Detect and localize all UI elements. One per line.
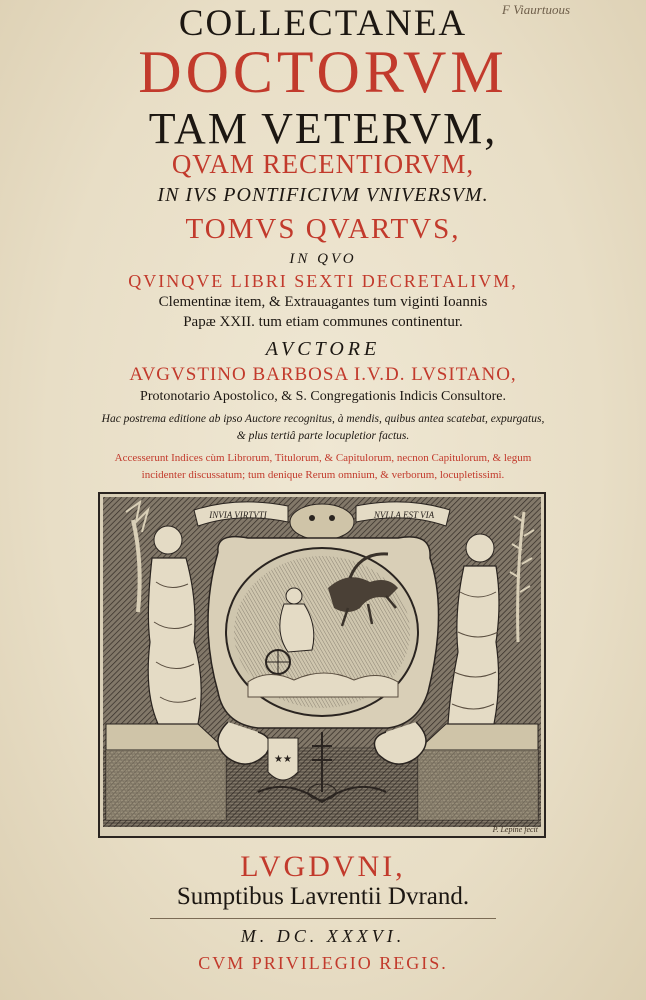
auctore-label: AVCTORE [265, 338, 381, 360]
title-in-ius-pontificium: IN IVS PONTIFICIVM VNIVERSVM. [157, 184, 489, 206]
central-cartouche [208, 537, 439, 728]
edition-line-2: & plus tertiâ parte locupletior factus. [236, 430, 410, 442]
imprint-city: LVGDVNI, [240, 850, 406, 883]
left-pedestal [106, 724, 226, 820]
title-collectanea: COLLECTANEA [178, 3, 468, 44]
banner-motto-left: INVIA VIRTVTI [209, 510, 267, 520]
engraved-vignette [98, 492, 546, 838]
engraver-credit: P. Lepine fecit [492, 825, 538, 834]
banner-motto-right: NVLLA EST VIA [373, 510, 435, 520]
author-name: AVGVSTINO BARBOSA I.V.D. LVSITANO, [129, 364, 517, 385]
imprint-publisher: Sumptibus Lavrentii Dvrand. [176, 883, 470, 910]
imprint-year: M. DC. XXXVI. [240, 926, 406, 946]
clementinae-line: Clementinæ item, & Extrauagantes tum viginti Ioannis [158, 294, 488, 310]
title-quam-recentiorum: QVAM RECENTIORVM, [171, 149, 475, 179]
right-pedestal [418, 724, 538, 820]
edition-line-1: Hac postrema editione ab ipso Auctore recognitus, à mendis, quibus antea scatebat, expurgatus, [101, 413, 545, 425]
in-quo: IN QVO [289, 251, 357, 267]
papae-line: Papæ XXII. tum etiam communes continentur. [183, 314, 463, 330]
title-tomus-quartus: TOMVS QVARTVS, [185, 213, 461, 245]
libri-sexti-decretalium: QVINQVE LIBRI SEXTI DECRETALIVM, [128, 271, 518, 291]
owner-signature: F Viaurtuous [502, 2, 571, 17]
title-tam-veterum: TAM VETERVM, [148, 104, 498, 153]
svg-text:★★: ★★ [274, 754, 292, 765]
imprint-rule [150, 918, 496, 919]
author-titles: Protonotario Apostolico, & S. Congregationis Indicis Consultore. [140, 389, 506, 404]
indices-line-2: incidenter discussatum; tum denique Rerum omnium, & verborum, locupletissimi. [141, 469, 505, 481]
title-doctorum: DOCTORVM [138, 39, 508, 105]
engraving-illustration [98, 492, 546, 838]
imprint-privilege: CVM PRIVILEGIO REGIS. [198, 953, 448, 973]
indices-line-1: Accesserunt Indices cùm Librorum, Titulorum, & Capitulorum, necnon Capitulorum, & legum [114, 452, 532, 464]
